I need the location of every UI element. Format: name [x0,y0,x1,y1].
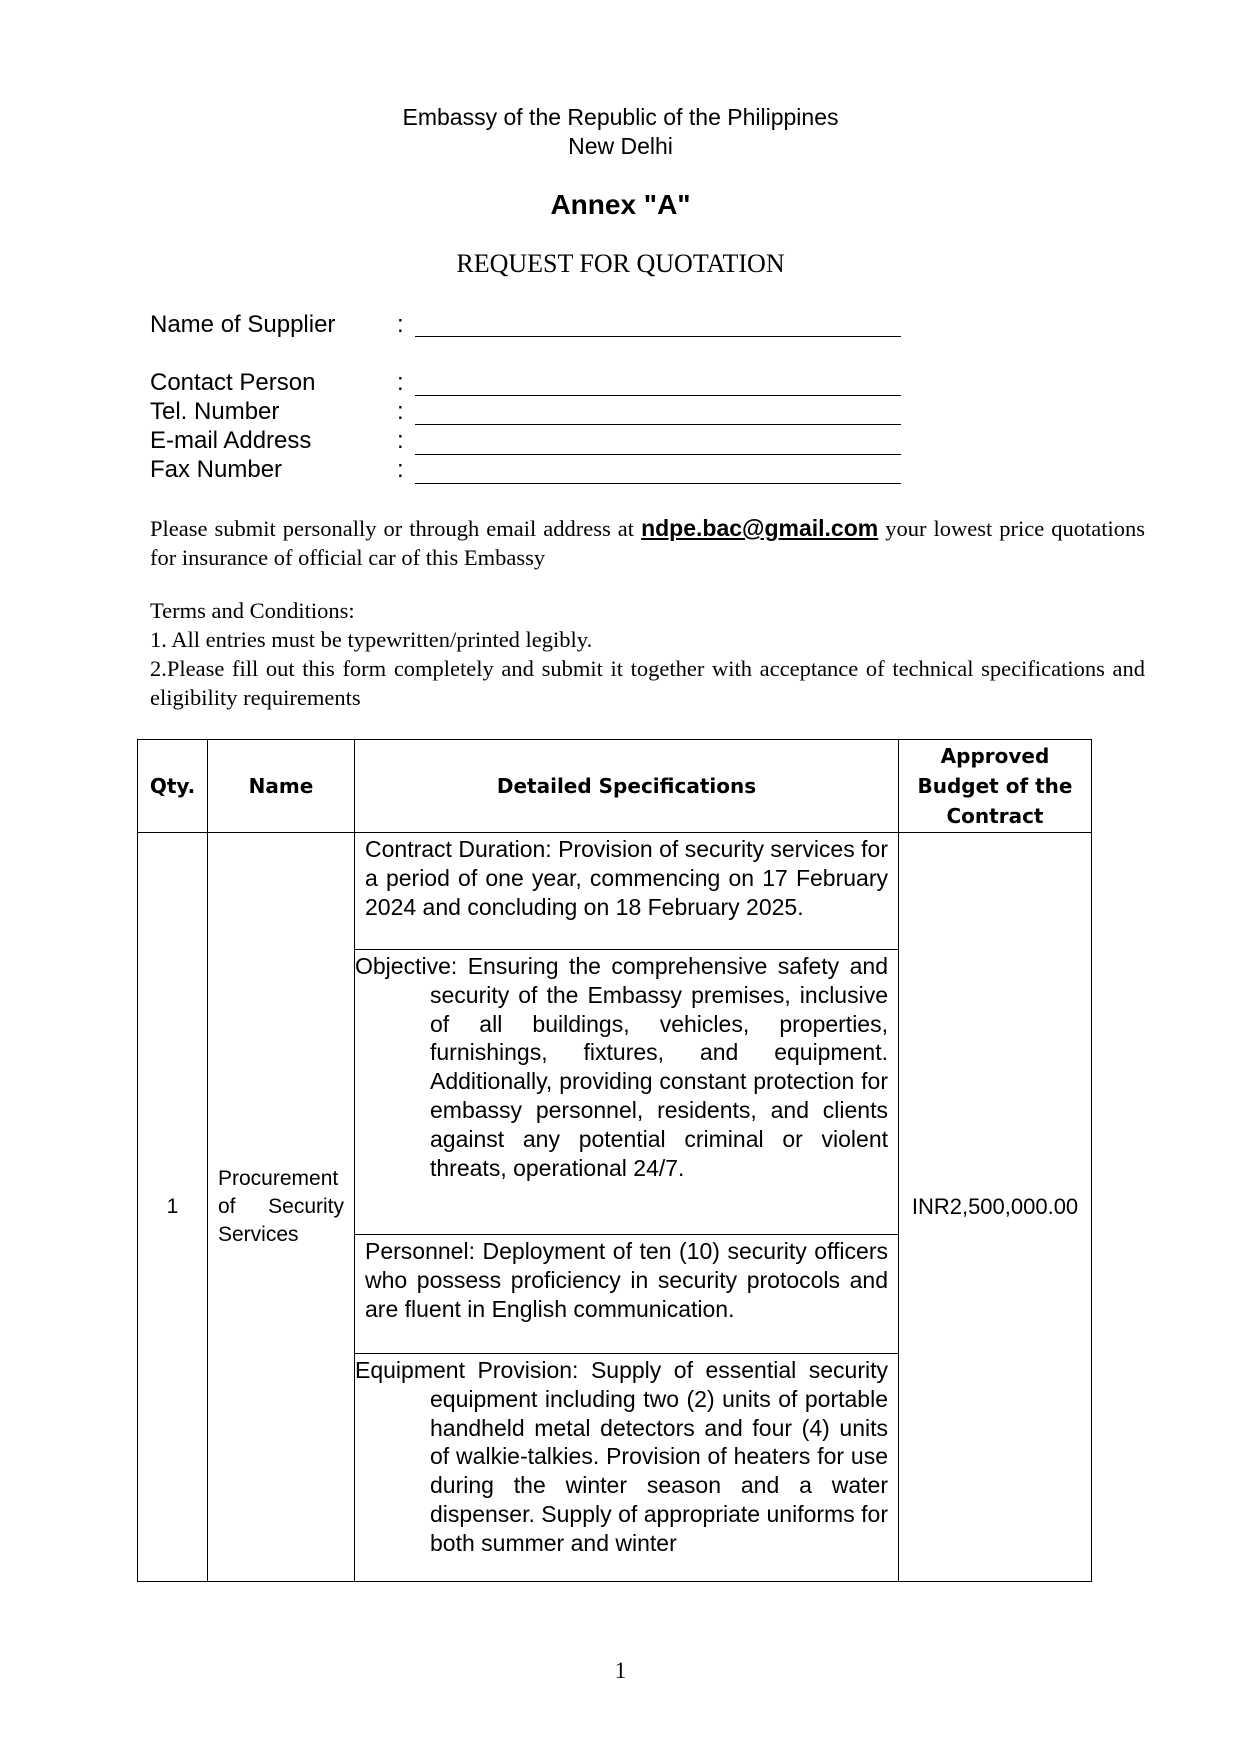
row-qty: 1 [138,833,208,1582]
row-specs [355,833,899,1582]
spec-personnel: Personnel: Deployment of ten (10) security officers who possess proficiency in security protocols and are fluent in English communication. [355,1235,898,1354]
table-row [138,833,1092,1582]
instructions-after-email: your lowest price quotations for insurance of official car of this Embassy [150,516,1146,570]
email-address-colon: : [397,427,404,454]
tel-number-field[interactable] [415,424,901,425]
table-header-row [138,740,1092,833]
tel-number-label: Tel. Number [150,398,280,425]
instructions-before-email: Please submit personally or through email address at [150,516,635,541]
spec-contract-duration: Contract Duration: Provision of security services for a period of one year, commencing on 17 February 2024 and concluding on 18 February 2025. [355,833,898,950]
contact-person-field[interactable] [415,395,901,396]
terms-heading: Terms and Conditions: [150,598,355,623]
header-qty: Qty. [138,740,208,833]
page-number: 1 [614,1658,627,1683]
row-name: Procurement of Security Services [208,833,355,1582]
contact-person-colon: : [397,369,404,396]
terms-item-1: 1. All entries must be typewritten/printed legibly. [150,627,593,652]
email-address-label: E-mail Address [150,427,312,454]
fax-number-colon: : [397,456,404,483]
spec-objective: Objective: Ensuring the comprehensive safety and security of the Embassy premises, inclusive of all buildings, vehicles, properties, furnishings, fixtures, and equipment. Additionally, providing constant protection for embassy personnel, residents, and clients against any potential criminal or violent threats, operational 24/7. [355,950,898,1235]
annex-title: Annex "A" [550,189,691,220]
fax-number-field[interactable] [415,483,901,484]
supplier-name-colon: : [397,311,404,338]
header-specs: Detailed Specifications [355,740,899,833]
email-address-field[interactable] [415,454,901,455]
email-link[interactable]: ndpe.bac@gmail.com [641,515,879,541]
fax-number-label: Fax Number [150,456,283,483]
header-name: Name [208,740,355,833]
embassy-city: New Delhi [568,133,673,159]
tel-number-colon: : [397,398,404,425]
supplier-name-label: Name of Supplier [150,311,336,338]
page-title: REQUEST FOR QUOTATION [456,249,785,278]
row-budget: INR2,500,000.00 [899,833,1092,1582]
submission-instructions [150,514,1145,572]
spec-equipment-provision: Equipment Provision: Supply of essential security equipment including two (2) units of portable handheld metal detectors and four (4) units of walkie-talkies. Provision of heaters for use during the winter season and a water dispenser. Supply of appropriate uniforms for both summer and winter [355,1357,888,1556]
terms-item-2: 2.Please fill out this form completely and submit it together with acceptance of technical specifications and eligibility requirements [150,656,1145,710]
specifications-table [137,739,1092,1582]
contact-person-label: Contact Person [150,369,316,396]
header-budget: Approved Budget of the Contract [899,740,1092,833]
embassy-name: Embassy of the Republic of the Philippines [402,104,839,130]
supplier-name-field[interactable] [415,336,901,337]
